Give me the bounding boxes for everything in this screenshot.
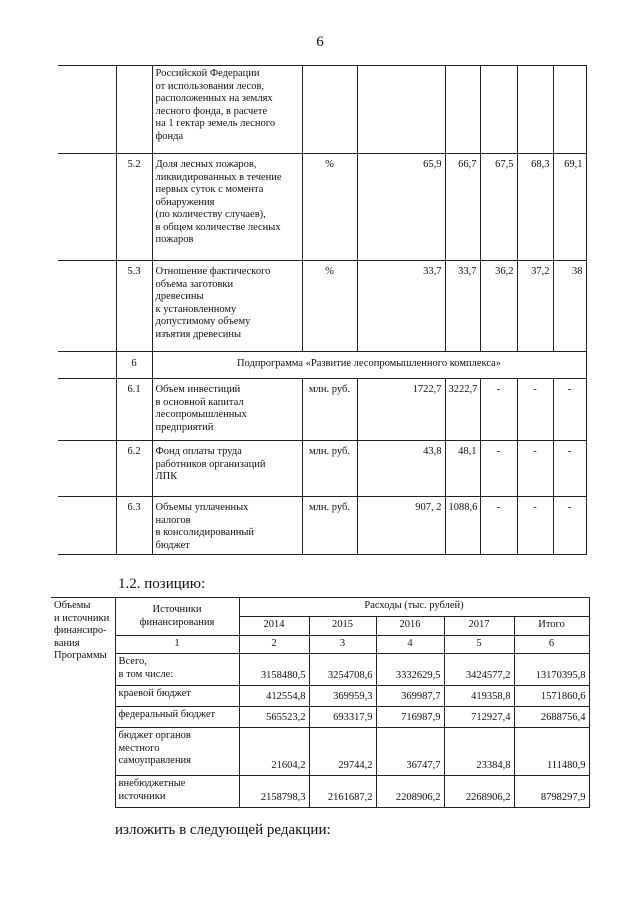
unit: % <box>302 154 357 261</box>
col-number: 4 <box>376 636 444 654</box>
page-number: 6 <box>316 34 324 50</box>
unit: млн. руб. <box>302 379 357 441</box>
col-number: 1 <box>115 636 239 654</box>
value: - <box>480 497 517 555</box>
value: 3222,7 <box>445 379 480 441</box>
unit: % <box>302 261 357 352</box>
source-header: Источники финансирования <box>115 598 239 636</box>
value: - <box>480 379 517 441</box>
indicators-table <box>58 65 587 555</box>
value: 38 <box>553 261 586 352</box>
table-row <box>51 776 589 808</box>
year-header: 2015 <box>309 617 376 636</box>
value: 716987,9 <box>376 707 444 728</box>
value: 111480,9 <box>514 728 589 776</box>
value: 412554,8 <box>239 686 309 707</box>
value: 3254708,6 <box>309 654 376 686</box>
indicator-name: Фонд оплаты труда работников организаций ЛПК <box>152 441 302 497</box>
col-number: 2 <box>239 636 309 654</box>
source-label: внебюджетные источники <box>115 776 239 808</box>
value: 69,1 <box>553 154 586 261</box>
value: 419358,8 <box>444 686 514 707</box>
row-number: 5.3 <box>116 261 152 352</box>
value: - <box>480 441 517 497</box>
value: 712927,4 <box>444 707 514 728</box>
year-header: 2014 <box>239 617 309 636</box>
value: 2688756,4 <box>514 707 589 728</box>
value: 36747,7 <box>376 728 444 776</box>
source-label: краевой бюджет <box>115 686 239 707</box>
table-row <box>58 66 586 154</box>
subprogram-row <box>58 352 586 379</box>
indicator-name: Объемы уплаченных налогов в консолидированный бюджет <box>152 497 302 555</box>
value: 21604,2 <box>239 728 309 776</box>
source-label: бюджет органов местного самоуправления <box>115 728 239 776</box>
value: 36,2 <box>480 261 517 352</box>
value: 67,5 <box>480 154 517 261</box>
value: 33,7 <box>357 261 445 352</box>
section-title: 1.2. позицию: <box>118 576 206 592</box>
table-row <box>58 379 586 441</box>
expenses-header: Расходы (тыс. рублей) <box>239 598 589 617</box>
value: 1088,6 <box>445 497 480 555</box>
value: 1571860,6 <box>514 686 589 707</box>
table-row <box>51 707 589 728</box>
indicator-name: Российской Федерации от использования лесов, расположенных на землях лесного фонда, в расчете на 1 гектар земель лесного фонда <box>152 66 302 154</box>
value: 13170395,8 <box>514 654 589 686</box>
value: - <box>553 441 586 497</box>
table-row <box>58 154 586 261</box>
value: - <box>517 497 553 555</box>
table-row <box>58 261 586 352</box>
value: 369987,7 <box>376 686 444 707</box>
value: 565523,2 <box>239 707 309 728</box>
value: 2208906,2 <box>376 776 444 808</box>
unit: млн. руб. <box>302 497 357 555</box>
table-row <box>51 654 589 686</box>
value: 693317,9 <box>309 707 376 728</box>
closing-text: изложить в следующей редакции: <box>115 822 331 838</box>
row-number: 6.2 <box>116 441 152 497</box>
value: - <box>517 379 553 441</box>
value: 1722,7 <box>357 379 445 441</box>
row-number: 6 <box>116 352 152 379</box>
source-label: федеральный бюджет <box>115 707 239 728</box>
value: 68,3 <box>517 154 553 261</box>
value: 3158480,5 <box>239 654 309 686</box>
value: 43,8 <box>357 441 445 497</box>
value: 37,2 <box>517 261 553 352</box>
value: 23384,8 <box>444 728 514 776</box>
row-number: 6.1 <box>116 379 152 441</box>
value: - <box>553 379 586 441</box>
col-number: 3 <box>309 636 376 654</box>
col-number: 5 <box>444 636 514 654</box>
value: 29744,2 <box>309 728 376 776</box>
source-label: Всего, в том числе: <box>115 654 239 686</box>
value: 65,9 <box>357 154 445 261</box>
value: 2268906,2 <box>444 776 514 808</box>
indicator-name: Отношение фактического объема заготовки древесины к установленному допустимому объему изъятия древесины <box>152 261 302 352</box>
indicator-name: Объем инвестиций в основной капитал лесопромышленных предприятий <box>152 379 302 441</box>
subprogram-title: Подпрограмма «Развитие лесопромышленного комплекса» <box>152 352 586 379</box>
table-row <box>51 686 589 707</box>
table-row <box>51 636 589 654</box>
indicator-name: Доля лесных пожаров, ликвидированных в течение первых суток с момента обнаружения (по количеству случаев), в общем количестве лесных пожаров <box>152 154 302 261</box>
value: 907, 2 <box>357 497 445 555</box>
finance-table <box>51 597 590 808</box>
value: 3424577,2 <box>444 654 514 686</box>
value: 48,1 <box>445 441 480 497</box>
table-row <box>58 497 586 555</box>
year-header: 2017 <box>444 617 514 636</box>
year-header: Итого <box>514 617 589 636</box>
value: 8798297,9 <box>514 776 589 808</box>
table-row <box>51 728 589 776</box>
value: 2158798,3 <box>239 776 309 808</box>
row-number: 6.3 <box>116 497 152 555</box>
row-number: 5.2 <box>116 154 152 261</box>
table-row <box>51 598 589 617</box>
unit: млн. руб. <box>302 441 357 497</box>
value: - <box>517 441 553 497</box>
value: 2161687,2 <box>309 776 376 808</box>
finance-left-label: Объемы и источники финансиро- вания Программы <box>51 598 115 808</box>
col-number: 6 <box>514 636 589 654</box>
value: - <box>553 497 586 555</box>
value: 369959,3 <box>309 686 376 707</box>
value: 66,7 <box>445 154 480 261</box>
table-row <box>58 441 586 497</box>
value: 3332629,5 <box>376 654 444 686</box>
year-header: 2016 <box>376 617 444 636</box>
value: 33,7 <box>445 261 480 352</box>
